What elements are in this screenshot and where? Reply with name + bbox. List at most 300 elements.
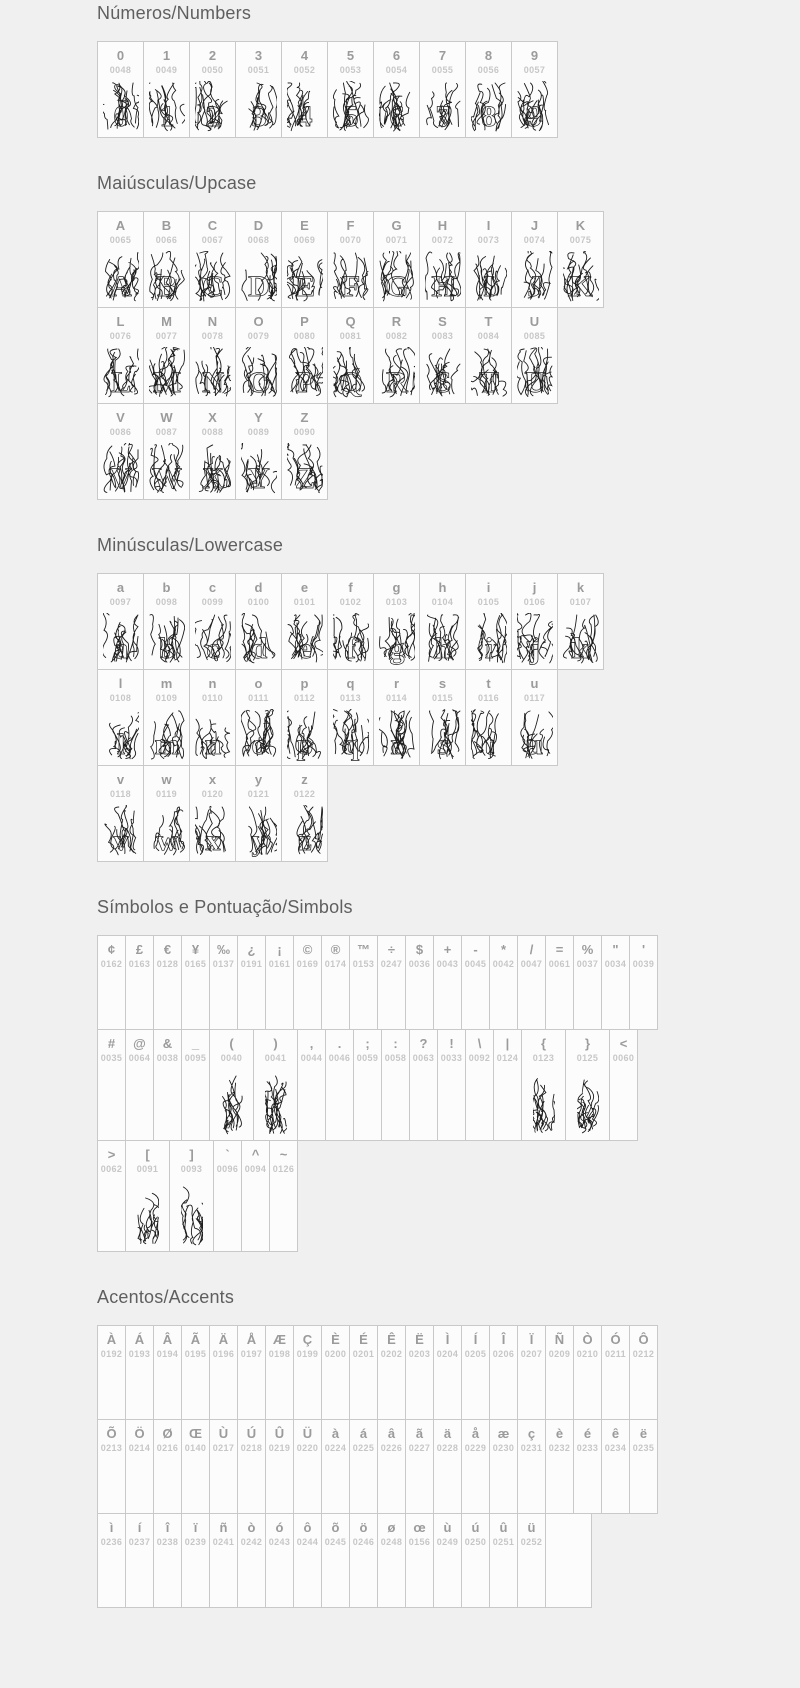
glyph-code: 0213 [100,1443,123,1453]
glyph-code: 0199 [296,1349,319,1359]
glyph-code: 0194 [156,1349,179,1359]
glyph-code: 0054 [385,65,408,75]
glyph-preview-area [265,1064,287,1140]
flame-glyph-drawing [287,251,323,303]
glyph-row [97,1513,658,1608]
glyph-cell [237,1419,266,1514]
glyph-preview-area [471,342,507,403]
glyph-code: 0118 [109,789,132,799]
glyph-cell [97,573,144,670]
svg-text:o: o [251,728,266,761]
glyph-cell [235,669,282,766]
svg-text:P: P [295,366,314,399]
glyph-code: 0052 [293,65,316,75]
glyph-cell [517,1513,546,1608]
glyph-char: g [392,580,401,595]
glyph-char: î [165,1520,170,1535]
glyph-char: ø [387,1520,396,1535]
flame-glyph-drawing [287,805,323,857]
glyph-code: 0078 [201,331,224,341]
glyph-code: 0064 [128,1053,151,1063]
glyph-code: 0140 [184,1443,207,1453]
flame-glyph-drawing [103,709,139,761]
glyph-char: Ñ [554,1332,565,1347]
glyph-cell [517,935,546,1030]
glyph-cell [97,669,144,766]
glyph-char: é [583,1426,592,1441]
glyph-code: 0070 [339,235,362,245]
glyph-preview-area [195,608,231,669]
glyph-code: 0063 [412,1053,435,1063]
glyph-preview-area [149,438,185,499]
glyph-cell [125,1513,154,1608]
svg-text:X: X [201,462,224,495]
flame-glyph-drawing [471,251,507,303]
glyph-row [97,765,604,862]
glyph-char: © [302,942,313,957]
glyph-cell [189,669,236,766]
glyph-code: 0055 [431,65,454,75]
glyph-char: % [581,942,594,957]
glyph-cell [237,935,266,1030]
glyph-char: Â [162,1332,173,1347]
glyph-code: 0121 [247,789,270,799]
glyph-char: i [486,580,491,595]
flame-glyph-drawing [241,805,277,857]
glyph-char: U [529,314,540,329]
flame-glyph-drawing [103,613,139,665]
glyph-cell [511,669,558,766]
glyph-code: 0249 [436,1537,459,1547]
glyph-preview-area [287,438,323,499]
glyph-char: F [346,218,355,233]
glyph-cell [377,935,406,1030]
glyph-preview-area [103,704,139,765]
glyph-char: - [473,942,478,957]
glyph-preview-area [425,246,461,307]
glyph-cell [327,669,374,766]
svg-text:l: l [116,728,125,761]
flame-glyph-drawing [149,347,185,399]
glyph-char: Õ [106,1426,117,1441]
glyph-char: I [486,218,491,233]
glyph-cell [545,1513,592,1608]
glyph-char: D [253,218,264,233]
glyph-preview-area [241,800,277,861]
glyph-code: 0048 [109,65,132,75]
glyph-char: " [612,942,619,957]
glyph-char: > [107,1147,116,1162]
glyph-preview-area [471,608,507,669]
glyph-char: ? [419,1036,428,1051]
flame-glyph-drawing [149,709,185,761]
glyph-cell [97,935,126,1030]
glyph-code: 0097 [109,597,132,607]
glyph-char: Ú [246,1426,257,1441]
glyph-cell [189,573,236,670]
svg-text:f: f [345,632,356,665]
glyph-cell [235,307,282,404]
glyph-cell [153,1513,182,1608]
glyph-cell [511,307,558,404]
glyph-cell [433,1419,462,1514]
flame-glyph-drawing [149,443,185,495]
glyph-cell [349,1513,378,1608]
glyph-cell [373,669,420,766]
glyph-preview-area [517,608,553,669]
glyph-char: 2 [208,48,217,63]
glyph-code: 0119 [155,789,178,799]
glyph-cell [209,935,238,1030]
glyph-char: L [116,314,125,329]
glyph-code: 0248 [380,1537,403,1547]
glyph-row [97,1029,658,1141]
svg-text:U: U [523,366,546,399]
flame-glyph-drawing [471,613,507,665]
glyph-preview-area [333,608,369,669]
glyph-cell [125,1140,170,1252]
glyph-char: | [505,1036,510,1051]
glyph-code: 0227 [408,1443,431,1453]
flame-glyph-drawing [195,805,231,857]
glyph-code: 0062 [100,1164,123,1174]
glyph-preview-area [425,704,461,765]
glyph-code: 0200 [324,1349,347,1359]
glyph-code: 0210 [576,1349,599,1359]
glyph-cell [545,1325,574,1420]
glyph-row [97,41,558,138]
glyph-code: 0111 [248,693,269,703]
flame-glyph-drawing [241,709,277,761]
glyph-char: û [499,1520,508,1535]
glyph-char: 4 [300,48,309,63]
svg-text:7: 7 [435,100,450,133]
glyph-char: € [163,942,172,957]
glyph-char: _ [191,1036,200,1051]
glyph-code: 0088 [201,427,224,437]
glyph-char: * [500,942,507,957]
svg-text:4: 4 [297,100,312,133]
glyph-code: 0207 [520,1349,543,1359]
glyph-row [97,935,658,1030]
section-title-symbols: Símbolos e Pontuação/Simbols [97,897,353,917]
glyph-char: T [484,314,493,329]
glyph-table [97,935,658,1252]
glyph-code: 0039 [632,959,655,969]
glyph-cell [409,1029,438,1141]
flame-glyph-drawing [379,347,415,399]
glyph-char: Ø [162,1426,173,1441]
glyph-cell [189,307,236,404]
glyph-code: 0206 [492,1349,515,1359]
svg-text:2: 2 [205,100,220,133]
flame-glyph-drawing [241,81,277,133]
glyph-char: E [300,218,309,233]
glyph-char: Æ [273,1332,286,1347]
glyph-cell [213,1140,242,1252]
flame-glyph-drawing [563,613,599,665]
glyph-code: 0198 [268,1349,291,1359]
glyph-table [97,1325,658,1608]
glyph-table [97,211,604,500]
glyph-cell [517,1419,546,1514]
glyph-code: 0046 [328,1053,351,1063]
glyph-preview-area [241,438,277,499]
glyph-char: C [207,218,218,233]
glyph-preview-area [577,1064,599,1140]
glyph-char: ¡ [277,942,282,957]
glyph-char: & [162,1036,173,1051]
flame-glyph-drawing [287,709,323,761]
glyph-cell [321,935,350,1030]
glyph-code: 0107 [569,597,592,607]
glyph-code: 0245 [324,1537,347,1547]
glyph-cell [565,1029,610,1141]
glyph-preview-area [287,800,323,861]
glyph-preview-area [517,76,553,137]
glyph-code: 0049 [155,65,178,75]
glyph-code: 0047 [520,959,543,969]
glyph-char: ® [330,942,341,957]
glyph-preview-area [471,704,507,765]
glyph-char: b [162,580,171,595]
glyph-cell [461,935,490,1030]
glyph-preview-area [149,608,185,669]
glyph-cell [573,1419,602,1514]
glyph-cell [377,1325,406,1420]
svg-text:5: 5 [343,100,358,133]
glyph-code: 0058 [384,1053,407,1063]
flame-glyph-drawing [195,709,231,761]
glyph-char: ^ [251,1147,260,1162]
glyph-char: ä [443,1426,452,1441]
glyph-code: 0103 [385,597,408,607]
glyph-char: 5 [346,48,355,63]
glyph-char: Œ [189,1426,202,1441]
flame-glyph-drawing [379,709,415,761]
glyph-code: 0224 [324,1443,347,1453]
flame-glyph-drawing [195,251,231,303]
flame-glyph-drawing [517,251,553,303]
svg-text:a: a [113,632,128,665]
section-title-accents: Acentos/Accents [97,1287,235,1307]
glyph-char: H [437,218,448,233]
glyph-char: a [116,580,125,595]
glyph-cell [517,1325,546,1420]
glyph-code: 0115 [431,693,454,703]
glyph-code: 0079 [247,331,270,341]
glyph-code: 0091 [136,1164,159,1174]
glyph-code: 0153 [352,959,375,969]
glyph-code: 0196 [212,1349,235,1359]
glyph-preview-area [181,1175,203,1251]
svg-text:y: y [251,824,266,857]
glyph-cell [189,765,236,862]
glyph-cell [235,765,282,862]
glyph-code: 0100 [247,597,270,607]
glyph-cell [377,1513,406,1608]
glyph-code: 0099 [201,597,224,607]
glyph-char: 7 [438,48,447,63]
glyph-char: ` [225,1147,230,1162]
glyph-code: 0174 [324,959,347,969]
glyph-cell [181,1029,210,1141]
glyph-cell [209,1513,238,1608]
glyph-code: 0250 [464,1537,487,1547]
glyph-char: S [438,314,447,329]
glyph-code: 0081 [339,331,362,341]
glyph-char: c [208,580,217,595]
glyph-code: 0085 [523,331,546,341]
glyph-code: 0156 [408,1537,431,1547]
glyph-code: 0095 [184,1053,207,1063]
glyph-code: 0230 [492,1443,515,1453]
glyph-preview-area [379,246,415,307]
glyph-char: \ [477,1036,482,1051]
glyph-char: < [619,1036,628,1051]
section-title-numbers: Números/Numbers [97,3,252,23]
flame-glyph-drawing [241,251,277,303]
glyph-char: ‰ [217,942,230,957]
glyph-cell [461,1325,490,1420]
section-symbols [97,897,800,1252]
glyph-code: 0110 [201,693,224,703]
glyph-cell [327,573,374,670]
flame-glyph-drawing [425,81,461,133]
glyph-char: à [331,1426,340,1441]
svg-text:I: I [482,270,495,303]
glyph-cell [433,1513,462,1608]
glyph-cell [489,1513,518,1608]
glyph-code: 0038 [156,1053,179,1063]
glyph-char: ; [365,1036,370,1051]
glyph-char: A [115,218,126,233]
glyph-cell [265,1513,294,1608]
glyph-preview-area [471,76,507,137]
svg-text:g: g [389,632,404,665]
glyph-code: 0229 [464,1443,487,1453]
svg-text:1: 1 [159,100,174,133]
flame-glyph-drawing [181,1185,203,1247]
glyph-row [97,573,604,670]
glyph-cell [629,1325,658,1420]
flame-glyph-drawing [149,613,185,665]
glyph-cell [573,1325,602,1420]
glyph-preview-area [149,246,185,307]
svg-text:N: N [201,366,224,399]
flame-glyph-drawing [333,347,369,399]
glyph-cell [373,41,420,138]
glyph-code: 0056 [477,65,500,75]
glyph-char: V [116,410,125,425]
glyph-char: Ó [610,1332,621,1347]
glyph-row [97,669,604,766]
glyph-preview-area [287,608,323,669]
flame-glyph-drawing [533,1074,555,1136]
glyph-code: 0244 [296,1537,319,1547]
glyph-code: 0117 [523,693,546,703]
glyph-cell [511,41,558,138]
glyph-preview-area [241,342,277,403]
glyph-char: v [116,772,125,787]
glyph-code: 0098 [155,597,178,607]
glyph-char: [ [145,1147,150,1162]
glyph-cell [381,1029,410,1141]
glyph-cell [235,211,282,308]
glyph-cell [153,1029,182,1141]
glyph-code: 0232 [548,1443,571,1453]
glyph-char: õ [331,1520,340,1535]
glyph-cell [297,1029,326,1141]
flame-glyph-drawing [265,1074,287,1136]
glyph-code: 0108 [109,693,132,703]
svg-text:z: z [297,824,312,857]
glyph-table [97,41,558,138]
glyph-code: 0191 [240,959,263,969]
svg-text:V: V [109,462,132,495]
svg-text:s: s [436,728,449,761]
glyph-char: å [471,1426,480,1441]
glyph-code: 0236 [100,1537,123,1547]
glyph-char: Ä [218,1332,229,1347]
svg-text:K: K [568,270,593,303]
glyph-char: . [337,1036,342,1051]
svg-text:t: t [483,728,494,761]
glyph-code: 0241 [212,1537,235,1547]
glyph-char: Ö [134,1426,145,1441]
glyph-preview-area [241,76,277,137]
glyph-cell [489,935,518,1030]
glyph-code: 0061 [548,959,571,969]
glyph-preview-area [333,342,369,403]
glyph-cell [97,1140,126,1252]
svg-text:n: n [204,728,221,761]
glyph-char: R [391,314,402,329]
glyph-code: 0065 [109,235,132,245]
glyph-cell [237,1325,266,1420]
glyph-code: 0162 [100,959,123,969]
glyph-preview-area [195,438,231,499]
flame-glyph-drawing [241,613,277,665]
glyph-char: ê [611,1426,620,1441]
glyph-code: 0045 [464,959,487,969]
glyph-preview-area [471,246,507,307]
glyph-code: 0086 [109,427,132,437]
glyph-char: ¢ [107,942,116,957]
glyph-code: 0128 [156,959,179,969]
glyph-cell [189,41,236,138]
glyph-cell [97,1513,126,1608]
glyph-cell [601,1325,630,1420]
svg-text:w: w [155,824,178,857]
glyph-char: Ü [302,1426,313,1441]
flame-glyph-drawing [287,613,323,665]
glyph-char: Ù [218,1426,229,1441]
glyph-code: 0161 [268,959,291,969]
glyph-char: ! [449,1036,454,1051]
glyph-char: Ï [529,1332,534,1347]
glyph-code: 0211 [604,1349,627,1359]
svg-text:h: h [434,632,451,665]
glyph-cell [209,1419,238,1514]
glyph-char: = [555,942,564,957]
glyph-cell [143,669,190,766]
glyph-cell [281,403,328,500]
glyph-code: 0218 [240,1443,263,1453]
glyph-code: 0212 [632,1349,655,1359]
glyph-cell [327,41,374,138]
glyph-char: ã [415,1426,424,1441]
